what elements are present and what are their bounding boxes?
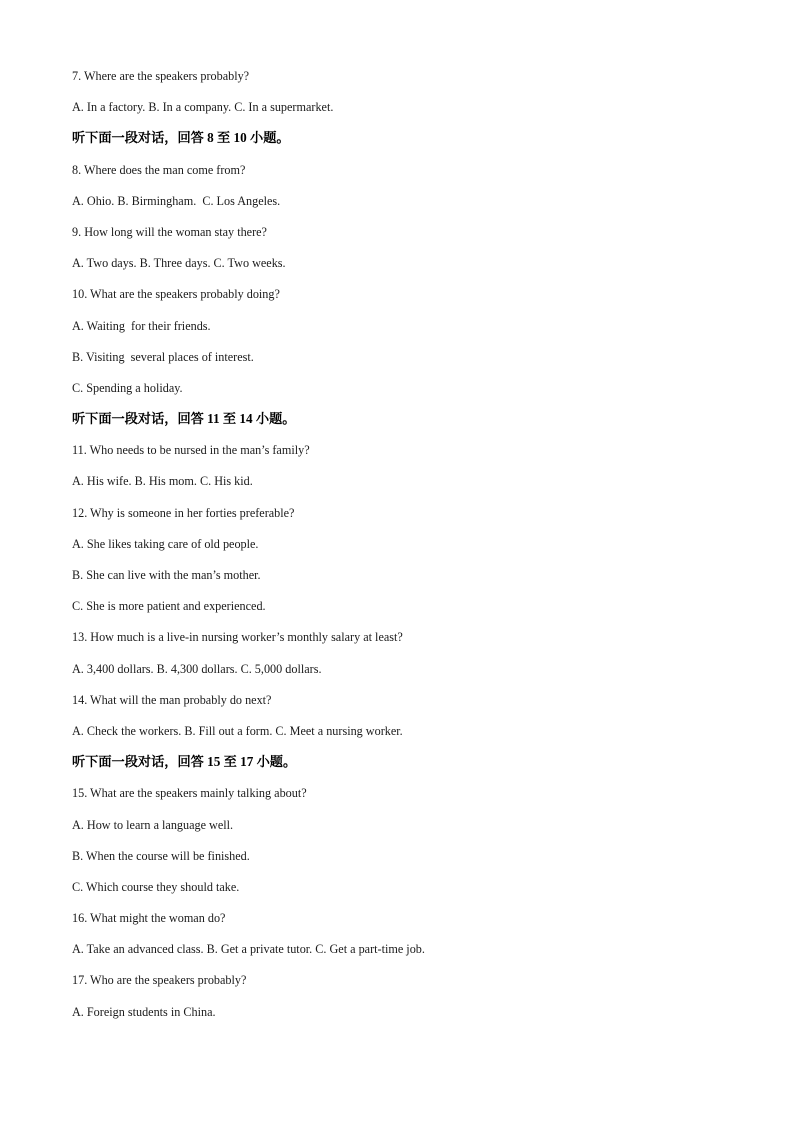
question-9: 9. How long will the woman stay there? bbox=[72, 224, 267, 239]
section-heading-15-17: 听下面一段对话，回答 15 至 17 小题。 bbox=[72, 754, 297, 770]
question-15: 15. What are the speakers mainly talking about? bbox=[72, 786, 307, 801]
question-11: 11. Who needs to be nursed in the man’s family? bbox=[72, 443, 310, 458]
question-17: 17. Who are the speakers probably? bbox=[72, 973, 247, 988]
option-17-a: A. Foreign students in China. bbox=[72, 1004, 216, 1019]
options-8: A. Ohio. B. Birmingham. C. Los Angeles. bbox=[72, 193, 281, 208]
options-7: A. In a factory. B. In a company. C. In a supermarket. bbox=[72, 100, 334, 115]
options-13: A. 3,400 dollars. B. 4,300 dollars. C. 5,000 dollars. bbox=[72, 661, 322, 676]
option-15-a: A. How to learn a language well. bbox=[72, 817, 234, 832]
options-9: A. Two days. B. Three days. C. Two weeks. bbox=[72, 256, 286, 271]
option-10-a: A. Waiting for their friends. bbox=[72, 318, 211, 333]
options-16: A. Take an advanced class. B. Get a private tutor. C. Get a part-time job. bbox=[72, 942, 425, 957]
section-heading-11-14: 听下面一段对话，回答 11 至 14 小题。 bbox=[72, 411, 296, 427]
options-11: A. His wife. B. His mom. C. His kid. bbox=[72, 474, 253, 489]
option-15-b: B. When the course will be finished. bbox=[72, 848, 250, 863]
question-12: 12. Why is someone in her forties preferable? bbox=[72, 505, 295, 520]
option-10-c: C. Spending a holiday. bbox=[72, 380, 183, 395]
document-page bbox=[72, 66, 722, 1033]
option-10-b: B. Visiting several places of interest. bbox=[72, 349, 254, 364]
option-12-a: A. She likes taking care of old people. bbox=[72, 536, 259, 551]
question-14: 14. What will the man probably do next? bbox=[72, 692, 272, 707]
question-7: 7. Where are the speakers probably? bbox=[72, 69, 250, 83]
question-10: 10. What are the speakers probably doing? bbox=[72, 287, 280, 302]
option-15-c: C. Which course they should take. bbox=[72, 879, 240, 894]
option-12-b: B. She can live with the man’s mother. bbox=[72, 568, 261, 582]
options-14: A. Check the workers. B. Fill out a form. C. Meet a nursing worker. bbox=[72, 723, 403, 738]
question-13: 13. How much is a live-in nursing worker’s monthly salary at least? bbox=[72, 630, 403, 645]
question-16: 16. What might the woman do? bbox=[72, 911, 226, 926]
option-12-c: C. She is more patient and experienced. bbox=[72, 599, 266, 614]
section-heading-8-10: 听下面一段对话，回答 8 至 10 小题。 bbox=[72, 130, 290, 146]
question-8: 8. Where does the man come from? bbox=[72, 162, 246, 177]
